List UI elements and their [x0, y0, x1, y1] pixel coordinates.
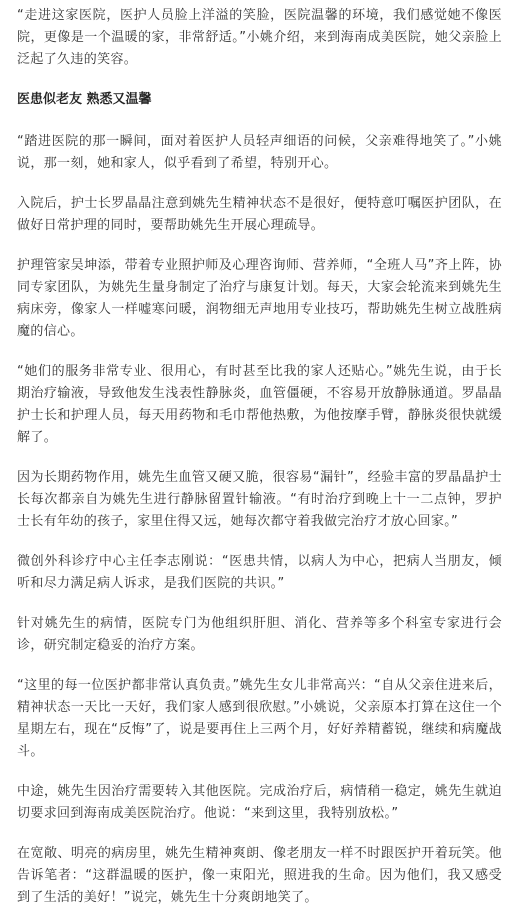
section-heading: 医患似老友 熟悉又温馨	[17, 92, 152, 107]
paragraph-10: 在宽敞、明亮的病房里，姚先生精神爽朗、像老朋友一样不时跟医护开着玩笑。他告诉笔者：“这群温暖的医护，像一束阳光，照进我的生命。因为他们，我又感受到了生活的美好！”说完，姚先生十分爽朗地笑了。	[17, 846, 502, 905]
paragraph-3: 护理管家吴坤添，带着专业照护师及心理咨询师、营养师，“全班人马”齐上阵，协同专家团队，为姚先生量身制定了治疗与康复计划。每天，大家会轮流来到姚先生病床旁，像家人一样嘘寒问暖，润物细无声地用专业技巧，帮助姚先生树立战胜病魔的信心。	[17, 258, 502, 339]
paragraph-5: 因为长期药物作用，姚先生血管又硬又脆，很容易“漏针”，经验丰富的罗晶晶护士长每次都亲自为姚先生进行静脉留置针输液。“有时治疗到晚上十一二点钟，罗护士长有年幼的孩子，家里住得又远，她每次都守着我做完治疗才放心回家。”	[17, 470, 502, 529]
paragraph-8: “这里的每一位医护都非常认真负责。”姚先生女儿非常高兴：“自从父亲住进来后，精神状态一天比一天好，我们家人感到很欣慰。”小姚说，父亲原本打算在这住一个星期左右，现在“反悔”了，说是要再住上三两个月，好好养精蓄锐，继续和病魔战斗。	[17, 678, 502, 759]
paragraph-1: “踏进医院的那一瞬间，面对着医护人员轻声细语的问候，父亲难得地笑了。”小姚说，那一刻，她和家人，似乎看到了希望，特别开心。	[17, 134, 502, 171]
paragraph-7: 针对姚先生的病情，医院专门为他组织肝胆、消化、营养等多个科室专家进行会诊，研究制定稳妥的治疗方案。	[17, 616, 502, 653]
intro-paragraph: “走进这家医院，医护人员脸上洋溢的笑脸，医院温馨的环境，我们感觉她不像医院，更像是一个温暖的家，非常舒适。”小姚介绍，来到海南成美医院，她父亲脸上泛起了久违的笑容。	[17, 8, 502, 67]
paragraph-6: 微创外科诊疗中心主任李志刚说：“医患共情，以病人为中心，把病人当朋友，倾听和尽力满足病人诉求，是我们医院的共识。”	[17, 554, 502, 591]
paragraph-9: 中途，姚先生因治疗需要转入其他医院。完成治疗后，病情稍一稳定，姚先生就迫切要求回到海南成美医院治疗。他说：“来到这里，我特别放松。”	[17, 784, 502, 821]
paragraph-4: “她们的服务非常专业、很用心，有时甚至比我的家人还贴心。”姚先生说，由于长期治疗输液，导致他发生浅表性静脉炎，血管僵硬，不容易开放静脉通道。罗晶晶护士长和护理人员，每天用药物和毛巾帮他热敷，为他按摩手臂，静脉炎很快就缓解了。	[17, 364, 502, 445]
paragraph-2: 入院后，护士长罗晶晶注意到姚先生精神状态不是很好，便特意叮嘱医护团队，在做好日常护理的同时，要帮助姚先生开展心理疏导。	[17, 196, 502, 233]
